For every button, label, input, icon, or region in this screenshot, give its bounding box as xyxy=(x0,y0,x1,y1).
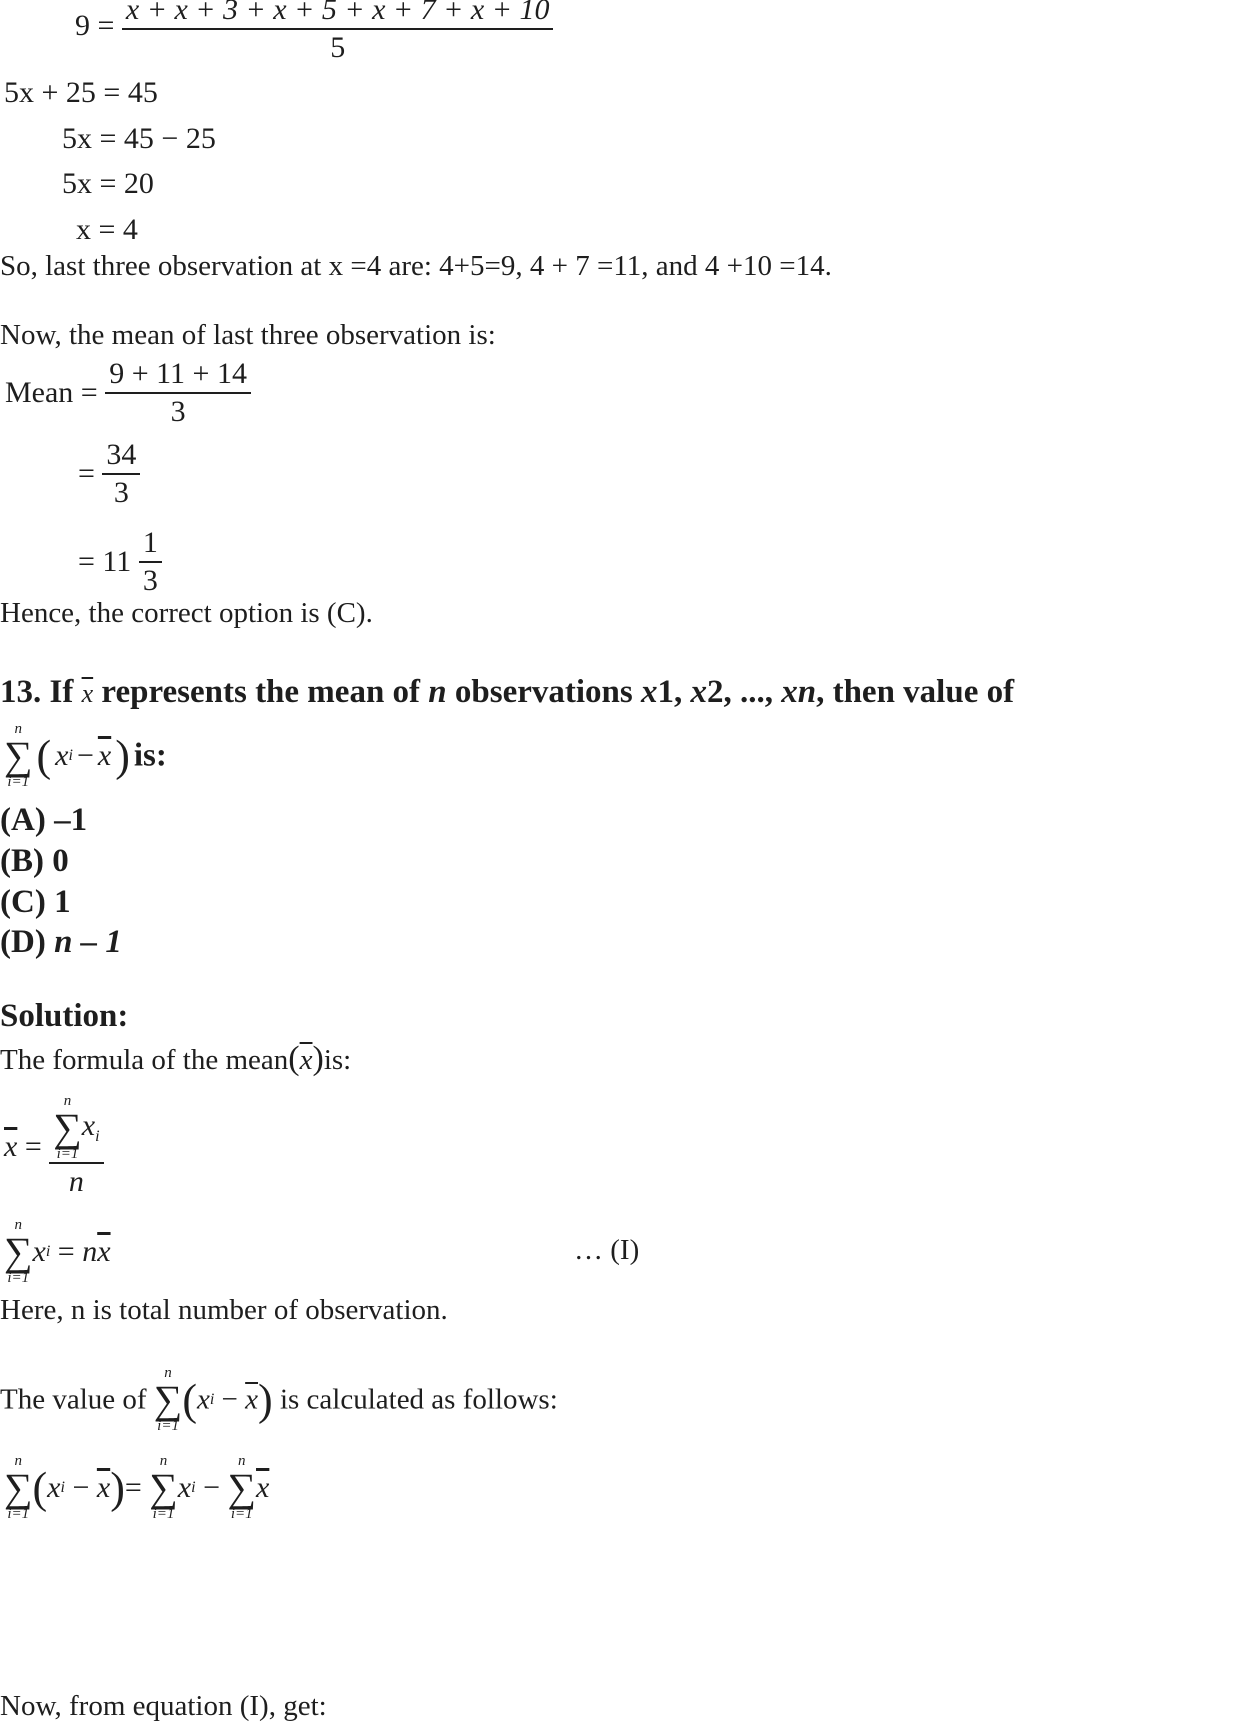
sum-lower: i=1 xyxy=(7,1506,30,1522)
equation-mean-result xyxy=(78,525,162,599)
equals: = xyxy=(57,1235,75,1268)
paren: ( xyxy=(32,1463,48,1513)
var-x: x xyxy=(81,1108,96,1142)
sum-upper: n xyxy=(63,1093,72,1109)
sigma-icon xyxy=(149,1454,178,1522)
fraction xyxy=(102,437,140,511)
var-x1: x xyxy=(640,674,658,710)
sep: , ..., xyxy=(723,674,773,710)
text: The formula of the mean xyxy=(0,1044,289,1076)
mean-label: Mean = xyxy=(5,376,98,409)
sigma-icon xyxy=(53,1094,82,1162)
option-label: (A) xyxy=(0,802,46,838)
option-c[interactable] xyxy=(0,884,71,921)
option-d[interactable] xyxy=(0,924,122,961)
question-text: is: xyxy=(133,737,167,774)
option-b[interactable] xyxy=(0,843,69,880)
var-n: n xyxy=(82,1235,98,1268)
question-text: , then value of xyxy=(816,674,1015,710)
denominator: 3 xyxy=(113,476,129,509)
sigma-icon xyxy=(228,1454,257,1522)
minus: − xyxy=(76,739,94,772)
denominator: 3 xyxy=(142,564,158,597)
mixed-number-whole: = 11 xyxy=(78,545,132,578)
question-text: represents the mean of xyxy=(101,674,421,710)
paragraph: Now, from equation (I), get: xyxy=(0,1690,327,1722)
sum-upper: n xyxy=(14,1453,22,1469)
sigma-glyph: ∑ xyxy=(4,733,33,778)
sum-lower: i=1 xyxy=(152,1506,175,1522)
numerator: x + x + 3 + x + 5 + x + 7 + x + 10 xyxy=(125,0,550,26)
paren: ) xyxy=(115,731,130,781)
equation-mean-setup xyxy=(75,0,553,66)
sum-upper: n xyxy=(164,1365,172,1381)
numerator: 1 xyxy=(142,526,158,559)
sigma-glyph: ∑ xyxy=(4,1229,33,1274)
var-x2-index: 2 xyxy=(706,674,724,710)
var-n: n xyxy=(428,674,447,710)
equation-mean xyxy=(5,356,251,430)
x-bar: $\overline{x}$ xyxy=(81,679,94,708)
equation-line: 5x = 20 xyxy=(62,167,154,200)
option-a[interactable] xyxy=(0,802,87,839)
index-i: i xyxy=(60,1479,65,1496)
sigma-glyph: ∑ xyxy=(53,1105,82,1150)
paren: ) xyxy=(258,1375,273,1425)
sigma-icon xyxy=(154,1366,183,1434)
equals-sign: = xyxy=(78,457,95,490)
numerator: 34 xyxy=(106,438,137,471)
fraction xyxy=(105,356,251,430)
x-bar: $\overline{x}$ xyxy=(299,1044,313,1076)
sigma-glyph: ∑ xyxy=(149,1465,178,1510)
x-bar: $\overline{x}$ xyxy=(4,1130,18,1163)
index-i: i xyxy=(95,1127,100,1145)
equation-tag: … (I) xyxy=(574,1234,640,1266)
minus: − xyxy=(221,1383,238,1416)
sum-lower: i=1 xyxy=(7,1270,30,1286)
fraction xyxy=(122,0,554,66)
option-value: 1 xyxy=(54,884,71,920)
option-label: (D) xyxy=(0,924,46,960)
paragraph: Now, the mean of last three observation is: xyxy=(0,319,496,351)
sigma-glyph: ∑ xyxy=(227,1465,257,1510)
numerator xyxy=(49,1094,103,1162)
equals: = xyxy=(24,1130,42,1163)
fraction xyxy=(139,525,162,599)
sigma-glyph: ∑ xyxy=(4,1465,33,1510)
index-i: i xyxy=(209,1391,215,1408)
var-x: x xyxy=(177,1471,192,1504)
sum-lower: i=1 xyxy=(230,1506,253,1522)
sum-upper: n xyxy=(14,721,22,737)
x-bar: $\overline{x}$ xyxy=(97,739,112,772)
paragraph: The formula of the $mean(\overline{x})is$: xyxy=(0,1040,352,1077)
solution-heading: Solution: xyxy=(0,998,129,1034)
denominator: 3 xyxy=(170,395,186,428)
sum-lower: i=1 xyxy=(157,1418,179,1434)
var-x: x xyxy=(32,1235,46,1268)
option-label: (B) xyxy=(0,843,44,879)
var-x: x xyxy=(47,1471,61,1504)
question-heading xyxy=(0,674,1014,711)
denominator: n xyxy=(68,1165,84,1198)
sum-upper: n xyxy=(238,1453,246,1469)
paren: ( xyxy=(182,1375,197,1425)
equals: = xyxy=(124,1471,142,1504)
question-sum-expression xyxy=(4,722,167,790)
mean-formula xyxy=(4,1094,104,1200)
fraction xyxy=(49,1094,103,1200)
option-value: n – 1 xyxy=(54,924,122,960)
paragraph xyxy=(0,1366,558,1434)
sigma-icon xyxy=(4,1454,33,1522)
equation-lhs: 9 = xyxy=(75,9,115,42)
index-i: i xyxy=(68,747,73,764)
sigma-icon xyxy=(4,1218,33,1286)
x-bar: $\overline{x}$ xyxy=(256,1471,270,1504)
sigma-icon xyxy=(4,722,33,790)
text: The value of xyxy=(0,1383,147,1416)
conclusion: Hence, the correct option is (C). xyxy=(0,597,373,629)
x-bar: $\overline{x}$ xyxy=(96,1471,111,1504)
equation-expansion xyxy=(4,1454,269,1522)
index-i: i xyxy=(45,1243,51,1260)
x-bar: $\overline{x}$ xyxy=(245,1383,259,1416)
question-text: observations xyxy=(454,674,633,710)
paragraph: Here, n is total number of observation. xyxy=(0,1294,448,1326)
var-x: x xyxy=(55,739,69,772)
equation-line: x = 4 xyxy=(76,213,138,246)
paren: ) xyxy=(110,1463,125,1513)
minus: − xyxy=(72,1471,90,1504)
var-x1-index: 1 xyxy=(657,674,674,710)
sum-lower: i=1 xyxy=(7,774,30,790)
text: is: xyxy=(323,1044,352,1076)
text: is calculated as follows: xyxy=(279,1383,558,1416)
sum-upper: n xyxy=(14,1217,22,1233)
equation-line: 5x + 25 = 45 xyxy=(4,76,158,109)
question-prefix: 13. If xyxy=(0,674,74,710)
option-value: –1 xyxy=(54,802,88,838)
sep: , xyxy=(673,674,683,710)
paren: ( xyxy=(36,731,52,781)
option-label: (C) xyxy=(0,884,46,920)
numerator: 9 + 11 + 14 xyxy=(109,357,247,390)
var-xn: xn xyxy=(781,674,817,710)
var-x: x xyxy=(196,1383,210,1416)
equation-I xyxy=(4,1218,111,1286)
option-value: 0 xyxy=(52,843,69,879)
minus: − xyxy=(203,1471,220,1504)
sigma-glyph: ∑ xyxy=(153,1377,183,1422)
equation-line: 5x = 45 − 25 xyxy=(62,122,216,155)
paragraph: So, last three observation at x =4 are: 4+5=9, 4 + 7 =11, and 4 +10 =14. xyxy=(0,250,832,282)
equation-mean-step xyxy=(78,437,140,511)
sum-lower: i=1 xyxy=(56,1146,79,1162)
var-x2: x xyxy=(690,674,707,710)
denominator: 5 xyxy=(330,31,346,64)
x-bar: $\overline{x}$ xyxy=(97,1235,111,1268)
sum-upper: n xyxy=(159,1453,168,1469)
index-i: i xyxy=(191,1479,196,1496)
